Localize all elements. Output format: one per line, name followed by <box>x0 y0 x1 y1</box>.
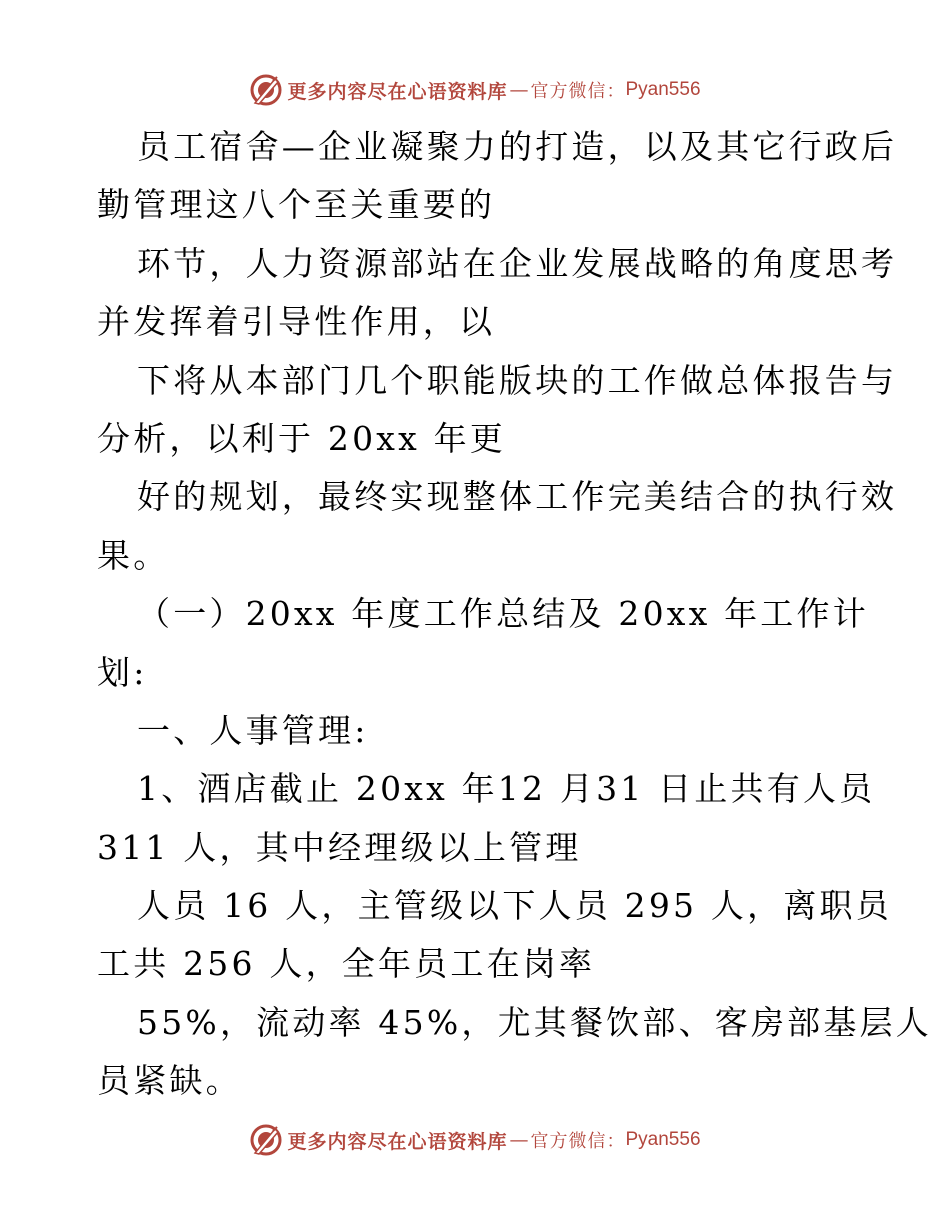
document-body <box>97 118 932 1111</box>
banner-wechat-label: 官方微信： <box>530 1131 626 1152</box>
body-line: 311 人，其中经理级以上管理 <box>97 827 582 867</box>
body-line: 果。 <box>97 535 170 575</box>
footer-watermark-banner <box>0 1120 950 1160</box>
section-heading-continued: 划: <box>97 652 148 692</box>
header-watermark-banner <box>0 70 950 110</box>
subsection-heading: 一、人事管理: <box>137 710 369 750</box>
body-line: 1、酒店截止 20xx 年12 月31 日止共有人员 <box>137 769 876 809</box>
body-line: 环节，人力资源部站在企业发展战略的角度思考 <box>137 243 898 283</box>
banner-separator: — <box>509 1129 529 1151</box>
banner-wechat-id: Pyan556 <box>625 79 701 100</box>
section-heading: （一）20xx 年度工作总结及 20xx 年工作计 <box>137 594 869 634</box>
body-line: 55%，流动率 45%，尤其餐饮部、客房部基层人 <box>137 1002 932 1042</box>
body-line: 并发挥着引导性作用，以 <box>97 302 496 342</box>
banner-wechat-id: Pyan556 <box>625 1129 701 1150</box>
banner-brand-text: 更多内容尽在心语资料库 <box>287 1130 508 1153</box>
body-line: 下将从本部门几个职能版块的工作做总体报告与 <box>137 360 898 400</box>
quill-logo-icon <box>249 1123 283 1157</box>
body-line: 工共 256 人，全年员工在岗率 <box>97 944 596 984</box>
body-line: 人员 16 人，主管级以下人员 295 人，离职员 <box>137 886 892 926</box>
banner-wechat-label: 官方微信： <box>530 81 626 102</box>
banner-separator: — <box>509 79 529 101</box>
banner-brand-text: 更多内容尽在心语资料库 <box>287 80 508 103</box>
quill-logo-icon <box>249 73 283 107</box>
body-line: 分析，以利于 20xx 年更 <box>97 418 506 458</box>
body-line: 员紧缺。 <box>97 1061 242 1101</box>
body-line: 员工宿舍—企业凝聚力的打造，以及其它行政后 <box>137 127 898 166</box>
body-line: 好的规划，最终实现整体工作完美结合的执行效 <box>137 477 898 517</box>
body-line: 勤管理这八个至关重要的 <box>97 185 496 225</box>
